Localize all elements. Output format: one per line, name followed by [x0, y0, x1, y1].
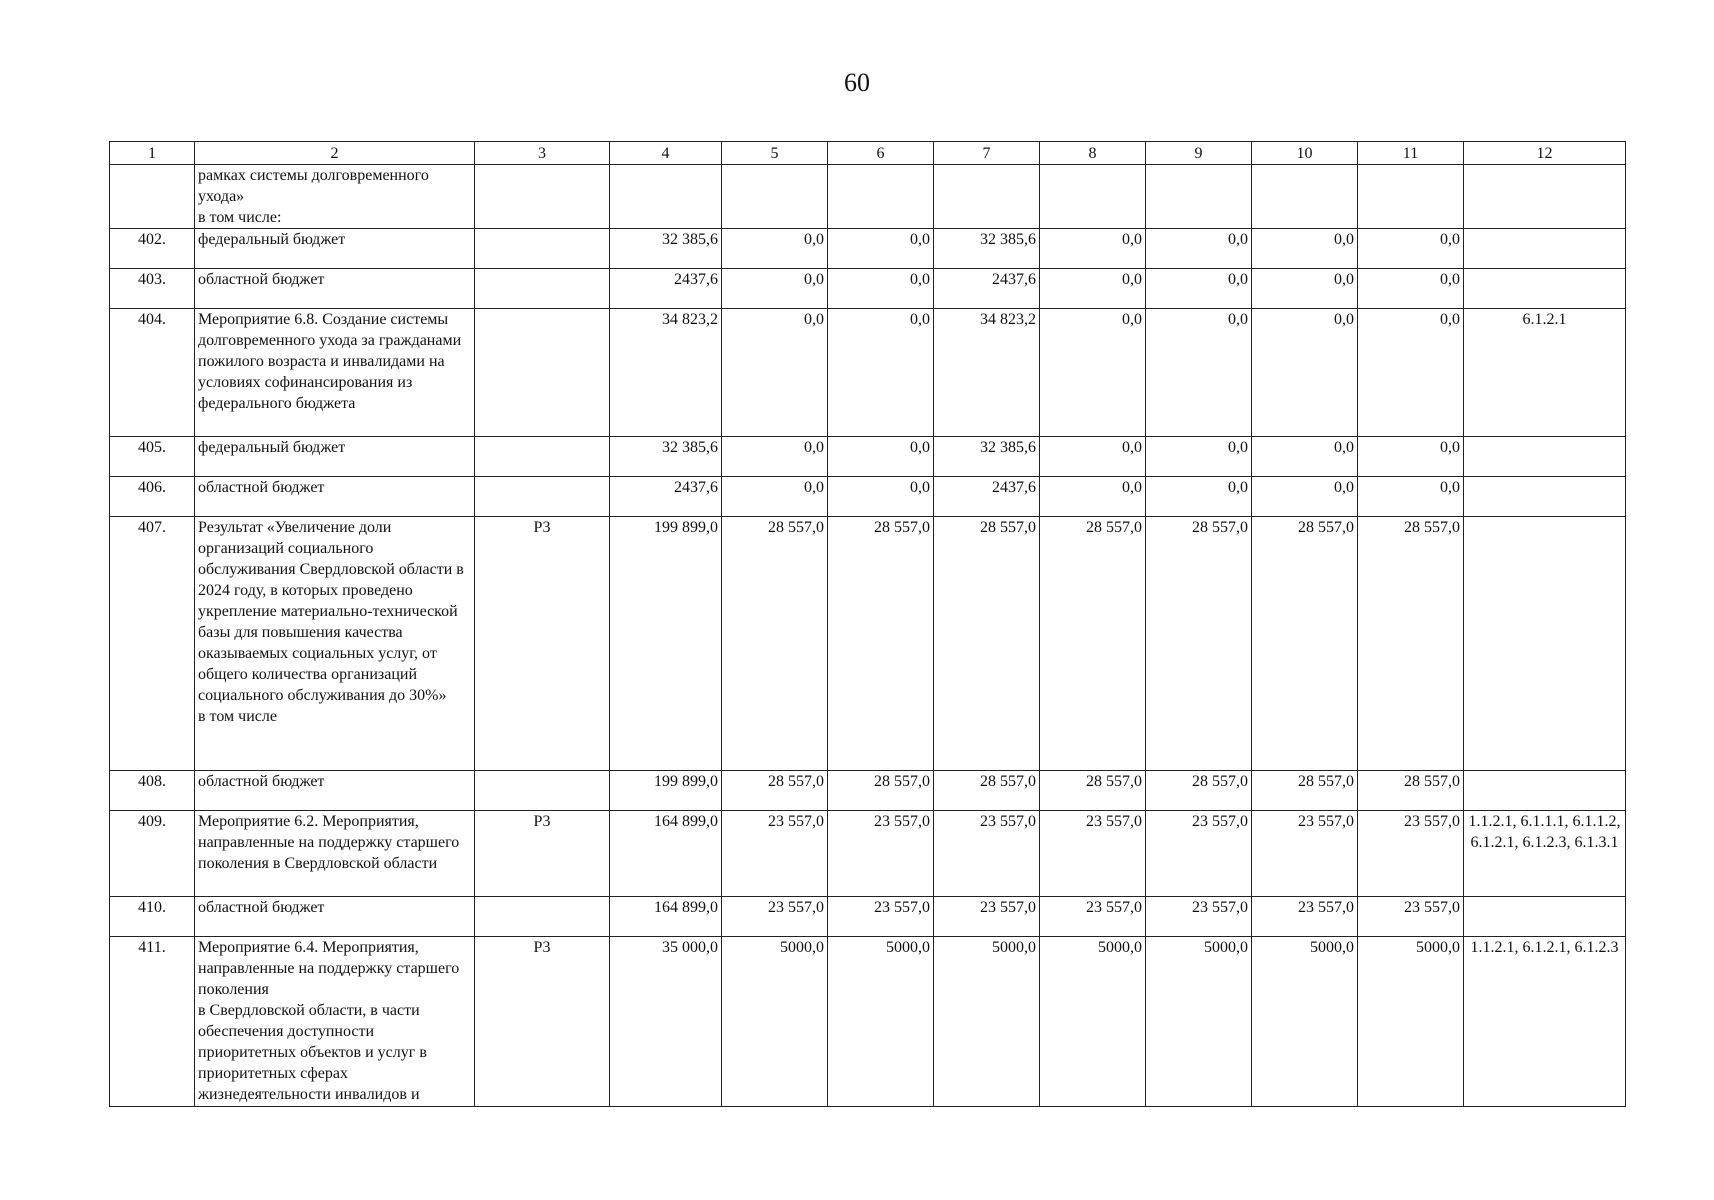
value-cell: 28 557,0 — [1146, 517, 1252, 771]
table-row — [110, 517, 1626, 771]
table-row — [110, 811, 1626, 897]
budget-table — [109, 141, 1626, 1107]
value-cell: 199 899,0 — [610, 771, 722, 811]
value-cell: 164 899,0 — [610, 811, 722, 897]
value-cell: 23 557,0 — [828, 811, 934, 897]
value-cell: 0,0 — [1358, 477, 1464, 517]
row-name: Результат «Увеличение доли организаций социального обслуживания Свердловской области в 2024 году, в которых проведено укрепление материально-технической базы для повышения качества оказываемых социальных услуг, от общего количества организаций социального обслуживания до 30%» в том числе — [195, 517, 475, 771]
table-row — [110, 309, 1626, 437]
value-cell: 0,0 — [722, 269, 828, 309]
value-cell: 23 557,0 — [828, 897, 934, 937]
row-code — [475, 771, 610, 811]
value-cell: 23 557,0 — [934, 897, 1040, 937]
value-cell: 28 557,0 — [1358, 517, 1464, 771]
value-cell: 0,0 — [1146, 477, 1252, 517]
value-cell: 0,0 — [1146, 269, 1252, 309]
target-indicator: 1.1.2.1, 6.1.2.1, 6.1.2.3 — [1464, 937, 1626, 1107]
target-indicator — [1464, 517, 1626, 771]
value-cell: 164 899,0 — [610, 897, 722, 937]
value-cell: 2437,6 — [610, 477, 722, 517]
value-cell: 28 557,0 — [934, 771, 1040, 811]
value-cell: 0,0 — [1040, 309, 1146, 437]
value-cell: 0,0 — [828, 229, 934, 269]
value-cell — [828, 165, 934, 229]
value-cell: 5000,0 — [1358, 937, 1464, 1107]
row-number: 411. — [110, 937, 195, 1107]
value-cell: 32 385,6 — [610, 437, 722, 477]
row-number: 409. — [110, 811, 195, 897]
value-cell: 0,0 — [722, 477, 828, 517]
row-code — [475, 437, 610, 477]
value-cell: 28 557,0 — [1040, 517, 1146, 771]
column-header: 2 — [195, 142, 475, 165]
value-cell: 28 557,0 — [722, 771, 828, 811]
target-indicator — [1464, 477, 1626, 517]
table-body — [110, 165, 1626, 1107]
table-row — [110, 269, 1626, 309]
column-header: 6 — [828, 142, 934, 165]
value-cell: 23 557,0 — [1252, 811, 1358, 897]
target-indicator — [1464, 165, 1626, 229]
row-code — [475, 309, 610, 437]
target-indicator — [1464, 269, 1626, 309]
value-cell: 0,0 — [1146, 229, 1252, 269]
value-cell: 0,0 — [828, 309, 934, 437]
value-cell — [610, 165, 722, 229]
row-number: 403. — [110, 269, 195, 309]
value-cell: 0,0 — [1040, 437, 1146, 477]
row-name: областной бюджет — [195, 477, 475, 517]
table-row — [110, 771, 1626, 811]
value-cell — [934, 165, 1040, 229]
value-cell: 5000,0 — [1146, 937, 1252, 1107]
value-cell: 28 557,0 — [1146, 771, 1252, 811]
value-cell: 32 385,6 — [934, 437, 1040, 477]
row-code — [475, 165, 610, 229]
value-cell: 32 385,6 — [610, 229, 722, 269]
value-cell — [1040, 165, 1146, 229]
target-indicator — [1464, 437, 1626, 477]
value-cell: 23 557,0 — [934, 811, 1040, 897]
row-number: 404. — [110, 309, 195, 437]
row-name: Мероприятие 6.2. Мероприятия, направленные на поддержку старшего поколения в Свердловской области — [195, 811, 475, 897]
table-row — [110, 897, 1626, 937]
value-cell: 0,0 — [1358, 437, 1464, 477]
row-name: областной бюджет — [195, 771, 475, 811]
row-code — [475, 229, 610, 269]
column-header: 7 — [934, 142, 1040, 165]
value-cell: 0,0 — [1146, 309, 1252, 437]
table-row — [110, 937, 1626, 1107]
value-cell — [1358, 165, 1464, 229]
value-cell: 5000,0 — [1040, 937, 1146, 1107]
value-cell: 0,0 — [722, 309, 828, 437]
target-indicator: 1.1.2.1, 6.1.1.1, 6.1.1.2, 6.1.2.1, 6.1.2.3, 6.1.3.1 — [1464, 811, 1626, 897]
value-cell: 0,0 — [828, 477, 934, 517]
row-number: 405. — [110, 437, 195, 477]
table-row — [110, 165, 1626, 229]
row-number: 408. — [110, 771, 195, 811]
value-cell: 34 823,2 — [934, 309, 1040, 437]
value-cell: 2437,6 — [610, 269, 722, 309]
value-cell: 0,0 — [1358, 269, 1464, 309]
target-indicator — [1464, 229, 1626, 269]
column-header: 9 — [1146, 142, 1252, 165]
row-code: Р3 — [475, 811, 610, 897]
row-number: 410. — [110, 897, 195, 937]
row-name: рамках системы долговременного ухода» в том числе: — [195, 165, 475, 229]
value-cell: 23 557,0 — [1358, 811, 1464, 897]
target-indicator — [1464, 897, 1626, 937]
column-header: 11 — [1358, 142, 1464, 165]
page-number: 60 — [844, 68, 870, 97]
value-cell: 2437,6 — [934, 477, 1040, 517]
value-cell: 23 557,0 — [1252, 897, 1358, 937]
value-cell: 35 000,0 — [610, 937, 722, 1107]
value-cell: 28 557,0 — [828, 771, 934, 811]
value-cell: 32 385,6 — [934, 229, 1040, 269]
row-name: Мероприятие 6.8. Создание системы долговременного ухода за гражданами пожилого возраста и инвалидами на условиях софинансирования из федерального бюджета — [195, 309, 475, 437]
row-number: 402. — [110, 229, 195, 269]
value-cell: 0,0 — [1252, 477, 1358, 517]
row-name: федеральный бюджет — [195, 229, 475, 269]
value-cell: 5000,0 — [722, 937, 828, 1107]
value-cell: 5000,0 — [934, 937, 1040, 1107]
value-cell: 5000,0 — [1252, 937, 1358, 1107]
row-code — [475, 477, 610, 517]
value-cell: 23 557,0 — [1040, 811, 1146, 897]
value-cell: 199 899,0 — [610, 517, 722, 771]
value-cell: 23 557,0 — [722, 811, 828, 897]
value-cell: 28 557,0 — [1040, 771, 1146, 811]
column-header: 4 — [610, 142, 722, 165]
value-cell: 0,0 — [1358, 309, 1464, 437]
value-cell: 0,0 — [828, 437, 934, 477]
column-header: 12 — [1464, 142, 1626, 165]
value-cell: 23 557,0 — [1146, 897, 1252, 937]
row-code — [475, 897, 610, 937]
value-cell: 0,0 — [722, 229, 828, 269]
value-cell: 0,0 — [1252, 309, 1358, 437]
table-row — [110, 477, 1626, 517]
value-cell: 23 557,0 — [722, 897, 828, 937]
target-indicator — [1464, 771, 1626, 811]
value-cell: 23 557,0 — [1358, 897, 1464, 937]
value-cell: 0,0 — [1040, 269, 1146, 309]
header-row — [110, 142, 1626, 165]
column-header: 3 — [475, 142, 610, 165]
value-cell: 0,0 — [1040, 229, 1146, 269]
value-cell: 0,0 — [1146, 437, 1252, 477]
value-cell: 28 557,0 — [722, 517, 828, 771]
column-header: 10 — [1252, 142, 1358, 165]
row-number: 407. — [110, 517, 195, 771]
value-cell: 0,0 — [722, 437, 828, 477]
row-number — [110, 165, 195, 229]
value-cell: 2437,6 — [934, 269, 1040, 309]
value-cell: 0,0 — [828, 269, 934, 309]
column-header: 5 — [722, 142, 828, 165]
value-cell: 0,0 — [1358, 229, 1464, 269]
value-cell — [1252, 165, 1358, 229]
value-cell: 0,0 — [1040, 477, 1146, 517]
table-row — [110, 229, 1626, 269]
value-cell: 28 557,0 — [1252, 771, 1358, 811]
table-row — [110, 437, 1626, 477]
value-cell: 0,0 — [1252, 229, 1358, 269]
row-number: 406. — [110, 477, 195, 517]
row-name: областной бюджет — [195, 897, 475, 937]
value-cell: 34 823,2 — [610, 309, 722, 437]
value-cell: 0,0 — [1252, 269, 1358, 309]
value-cell: 0,0 — [1252, 437, 1358, 477]
value-cell: 28 557,0 — [934, 517, 1040, 771]
value-cell: 28 557,0 — [1358, 771, 1464, 811]
row-code — [475, 269, 610, 309]
value-cell — [1146, 165, 1252, 229]
column-header: 1 — [110, 142, 195, 165]
target-indicator: 6.1.2.1 — [1464, 309, 1626, 437]
value-cell: 28 557,0 — [1252, 517, 1358, 771]
value-cell — [722, 165, 828, 229]
row-name: федеральный бюджет — [195, 437, 475, 477]
row-code: Р3 — [475, 937, 610, 1107]
value-cell: 5000,0 — [828, 937, 934, 1107]
column-header: 8 — [1040, 142, 1146, 165]
row-code: Р3 — [475, 517, 610, 771]
row-name: областной бюджет — [195, 269, 475, 309]
row-name: Мероприятие 6.4. Мероприятия, направленные на поддержку старшего поколения в Свердловской области, в части обеспечения доступности приоритетных объектов и услуг в приоритетных сферах жизнедеятельности инвалидов и — [195, 937, 475, 1107]
value-cell: 28 557,0 — [828, 517, 934, 771]
value-cell: 23 557,0 — [1146, 811, 1252, 897]
value-cell: 23 557,0 — [1040, 897, 1146, 937]
